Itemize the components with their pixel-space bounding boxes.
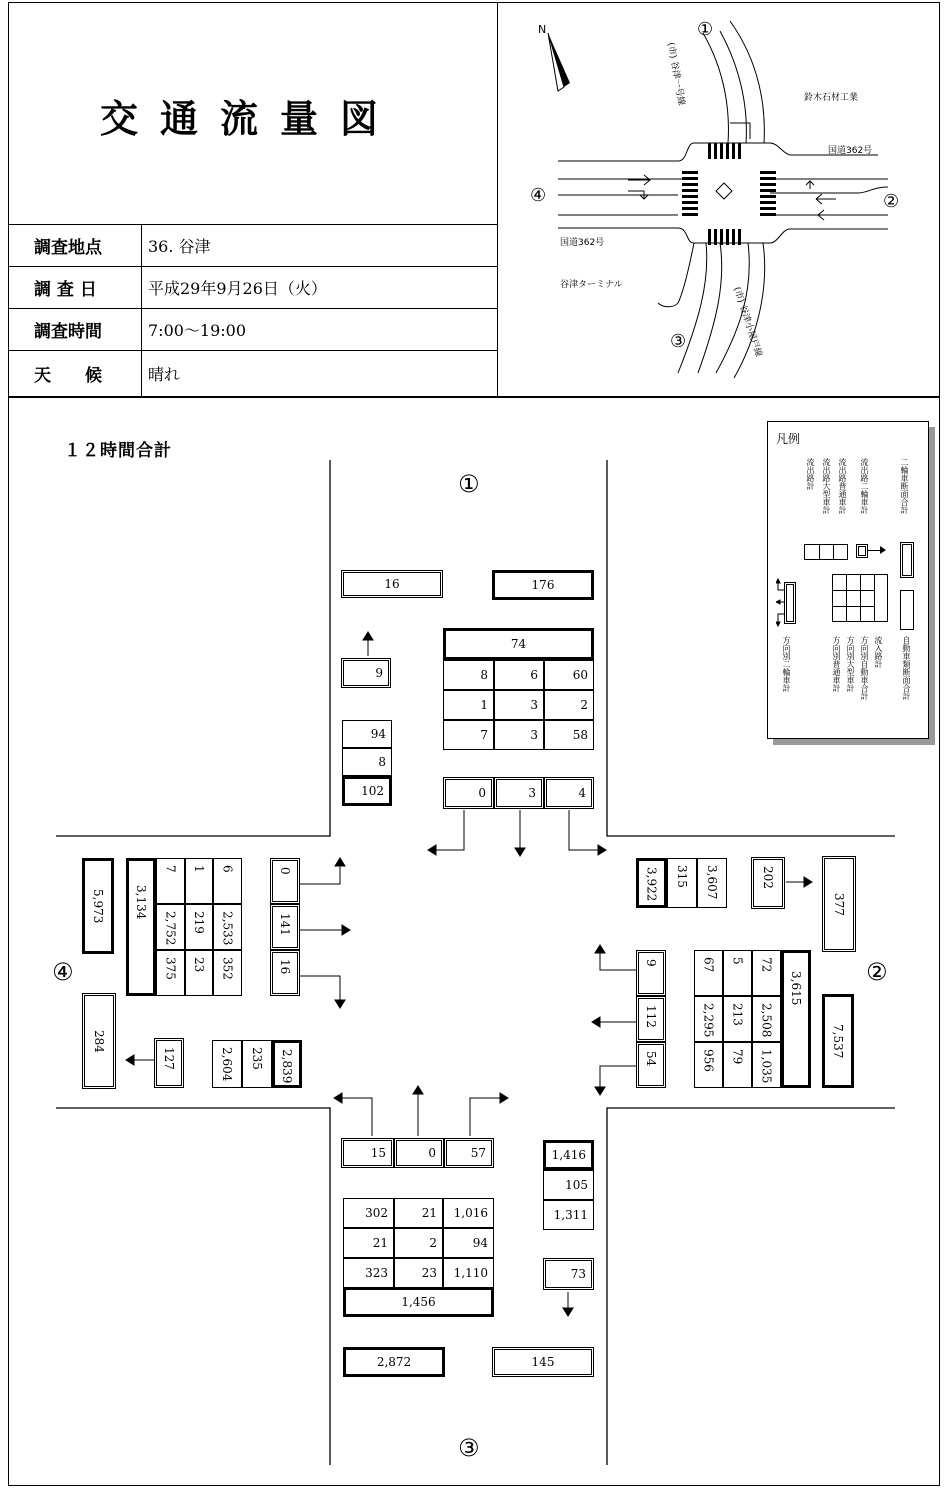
west-out-large: 235 <box>242 1040 272 1088</box>
legend-label: 流出路大型車計 <box>822 458 831 514</box>
legend-arrow-line <box>868 550 880 551</box>
west-moto-dir: 0 <box>270 858 300 904</box>
legend-label: 方向別普通車計 <box>832 636 841 692</box>
legend-label: 自動車類断面合計 <box>902 636 911 700</box>
east-grid-cell: 2,508 <box>752 996 781 1042</box>
south-moto-dir: 15 <box>341 1138 394 1168</box>
road-label-south: (市) 谷津小屋戸線 <box>731 285 764 359</box>
approach-label-3: ③ <box>458 1434 480 1462</box>
west-grid-cell: 1 <box>185 858 213 904</box>
map-approach-3: ③ <box>670 331 687 352</box>
west-grid-cell: 7 <box>156 858 185 904</box>
east-moto-out: 202 <box>751 857 785 909</box>
south-moto-out: 73 <box>543 1258 594 1290</box>
north-in-total: 74 <box>443 628 594 660</box>
east-in-total: 3,615 <box>781 950 811 1088</box>
north-grid-cell: 60 <box>544 660 594 690</box>
east-moto-dir: 9 <box>636 950 666 996</box>
south-grid-cell: 302 <box>343 1198 394 1228</box>
map-approach-1: ① <box>697 19 714 40</box>
west-section-total: 5,973 <box>82 858 114 954</box>
east-moto-dir: 54 <box>636 1042 666 1088</box>
west-grid-cell: 375 <box>156 950 185 996</box>
east-grid-cell: 72 <box>752 950 781 996</box>
north-grid-cell: 7 <box>443 720 494 750</box>
south-out-large: 105 <box>543 1170 594 1200</box>
north-out-total: 16 <box>341 570 443 598</box>
east-grid-cell: 67 <box>694 950 723 996</box>
page-title: 交通流量図 <box>99 97 400 141</box>
info-label: 調査時間 <box>8 309 142 350</box>
north-out-sum: 102 <box>342 776 392 806</box>
north-moto-dir: 0 <box>443 777 494 809</box>
approach-label-2: ② <box>866 958 888 986</box>
approach-label-4: ④ <box>52 958 74 986</box>
landmark-ne: 鈴木石材工業 <box>804 93 859 103</box>
west-grid-cell: 2,533 <box>213 904 242 950</box>
map-approach-2: ② <box>883 191 900 212</box>
east-out-sum: 3,922 <box>636 858 667 908</box>
road-label-west: 国道362号 <box>560 238 605 248</box>
south-in-total: 1,456 <box>343 1287 494 1317</box>
south-grid-cell: 323 <box>343 1258 394 1288</box>
info-value: 7:00〜19:00 <box>148 321 247 340</box>
south-grid-cell: 21 <box>343 1228 394 1258</box>
north-moto-dir: 3 <box>494 777 544 809</box>
west-moto-dir: 141 <box>270 904 300 950</box>
east-grid-cell: 79 <box>723 1042 752 1088</box>
info-value: 晴れ <box>148 365 181 384</box>
north-section-total: 176 <box>492 570 594 600</box>
info-label: 調査地点 <box>8 225 142 266</box>
legend <box>767 421 929 739</box>
west-grid-cell: 6 <box>213 858 242 904</box>
legend-sample-moto-out <box>856 544 868 558</box>
east-out-normal: 3,607 <box>697 858 727 908</box>
legend-arrow-icon <box>880 546 886 554</box>
south-moto-dir: 0 <box>394 1138 444 1168</box>
north-grid-cell: 3 <box>494 720 544 750</box>
north-grid-cell: 2 <box>544 690 594 720</box>
south-grid-cell: 1,016 <box>443 1198 494 1228</box>
east-grid-cell: 213 <box>723 996 752 1042</box>
west-moto-section: 284 <box>82 993 116 1089</box>
legend-label: 二輪車断面合計 <box>900 458 909 514</box>
info-value: 平成29年9月26日（火） <box>148 279 327 298</box>
west-grid-cell: 2,752 <box>156 904 185 950</box>
east-moto-section: 377 <box>822 856 856 952</box>
east-grid-cell: 1,035 <box>752 1042 781 1088</box>
south-grid-cell: 94 <box>443 1228 494 1258</box>
map-approach-4: ④ <box>530 185 547 206</box>
north-moto-dir: 4 <box>544 777 594 809</box>
legend-direction-arrows-icon <box>776 578 786 632</box>
west-grid-cell: 352 <box>213 950 242 996</box>
south-grid-cell: 2 <box>394 1228 443 1258</box>
west-out-normal: 2,604 <box>212 1040 242 1088</box>
east-moto-dir: 112 <box>636 996 666 1042</box>
west-out-sum: 2,839 <box>272 1040 302 1088</box>
north-out-large: 94 <box>342 720 392 748</box>
info-label: 調 査 日 <box>8 267 142 308</box>
north-grid-cell: 58 <box>544 720 594 750</box>
legend-label: 流入路計 <box>874 636 883 668</box>
legend-label: 流出路普通車計 <box>838 458 847 514</box>
landmark-sw: 谷津ターミナル <box>560 280 623 290</box>
south-grid-cell: 23 <box>394 1258 443 1288</box>
north-out-normal: 8 <box>342 748 392 776</box>
info-value: 36. 谷津 <box>148 237 211 256</box>
east-grid-cell: 2,295 <box>694 996 723 1042</box>
east-out-large: 315 <box>667 858 697 908</box>
north-grid-cell: 3 <box>494 690 544 720</box>
road-label-east: 国道362号 <box>828 146 873 156</box>
south-out-sum: 1,416 <box>543 1140 594 1170</box>
north-label: N <box>538 23 547 36</box>
north-grid-cell: 6 <box>494 660 544 690</box>
legend-label: 方向別二輪車計 <box>782 636 791 692</box>
south-grid-cell: 1,110 <box>443 1258 494 1288</box>
info-label: 天 候 <box>8 351 142 396</box>
east-grid-cell: 956 <box>694 1042 723 1088</box>
south-moto-dir: 57 <box>444 1138 494 1168</box>
road-label-north: (市) 谷津一号線 <box>665 41 686 107</box>
legend-sample-out <box>804 544 848 560</box>
east-section-total: 7,537 <box>822 994 854 1088</box>
south-section-total: 2,872 <box>343 1347 445 1377</box>
north-grid-cell: 1 <box>443 690 494 720</box>
north-moto-out: 9 <box>341 658 391 688</box>
approach-label-1: ① <box>458 470 480 498</box>
legend-sample-moto-section <box>900 542 914 578</box>
west-in-total: 3,134 <box>126 858 156 996</box>
east-grid-cell: 5 <box>723 950 752 996</box>
west-moto-dir: 16 <box>270 950 300 996</box>
south-out-normal: 1,311 <box>543 1200 594 1230</box>
west-moto-out: 127 <box>154 1038 184 1088</box>
section-title: １２時間合計 <box>64 441 172 461</box>
legend-title: 凡例 <box>776 432 801 446</box>
legend-sample-grid <box>832 574 888 622</box>
legend-label: 流出路計 <box>806 458 815 490</box>
legend-sample-section <box>900 590 914 630</box>
legend-label: 流出路二輪車計 <box>860 458 869 514</box>
west-grid-cell: 219 <box>185 904 213 950</box>
west-grid-cell: 23 <box>185 950 213 996</box>
legend-label: 方向別自動車合計 <box>860 636 869 700</box>
north-grid-cell: 8 <box>443 660 494 690</box>
south-grid-cell: 21 <box>394 1198 443 1228</box>
south-moto-section: 145 <box>492 1347 594 1377</box>
legend-label: 方向別大型車計 <box>846 636 855 692</box>
